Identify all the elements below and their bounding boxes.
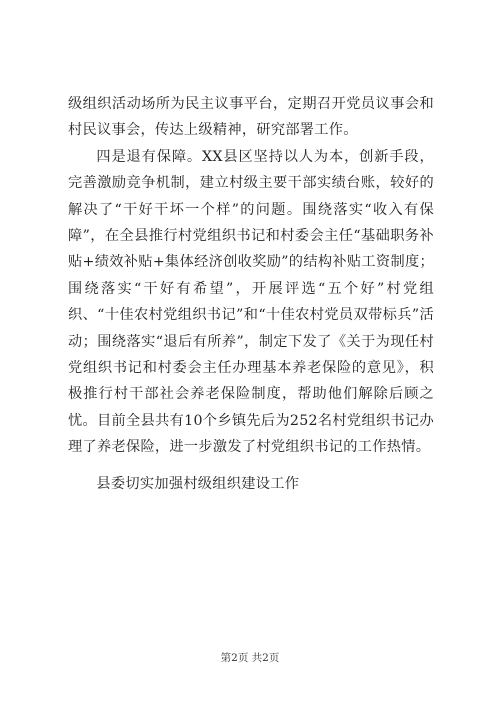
document-title-line: 县委切实加强村级组织建设工作 (96, 475, 300, 492)
document-body (68, 91, 434, 497)
paragraph-continuation: 级组织活动场所为民主议事平台，定期召开党员议事会和村民议事会，传达上级精神，研究部署工作。 (68, 96, 434, 139)
paragraph-retirement-guarantee: 四是退有保障。XX县区坚持以人为本，创新手段，完善激励竞争机制，建立村级主要干部实绩台账，较好的解决了“干好干坏一个样”的问题。围绕落实“收入有保障”，在全县推行村党组织书记和村委会主任“基础职务补贴+绩效补贴+集体经济创收奖励”的结构补贴工资制度；围绕落实“干好有希望”，开展评选“五个好”村党组织、“十佳农村党组织书记”和“十佳农村党员双带标兵”活动；围绕落实“退后有所养”，制定下发了《关于为现任村党组织书记和村委会主任办理基本养老保险的意见》，积极推行村干部社会养老保险制度，帮助他们解除后顾之忧。目前全县共有10个乡镇先后为252名村党组织书记办理了养老保险，进一步激发了村党组织书记的工作热情。 (68, 148, 434, 456)
page-number-footer: 第2页 共2页 (220, 652, 280, 664)
